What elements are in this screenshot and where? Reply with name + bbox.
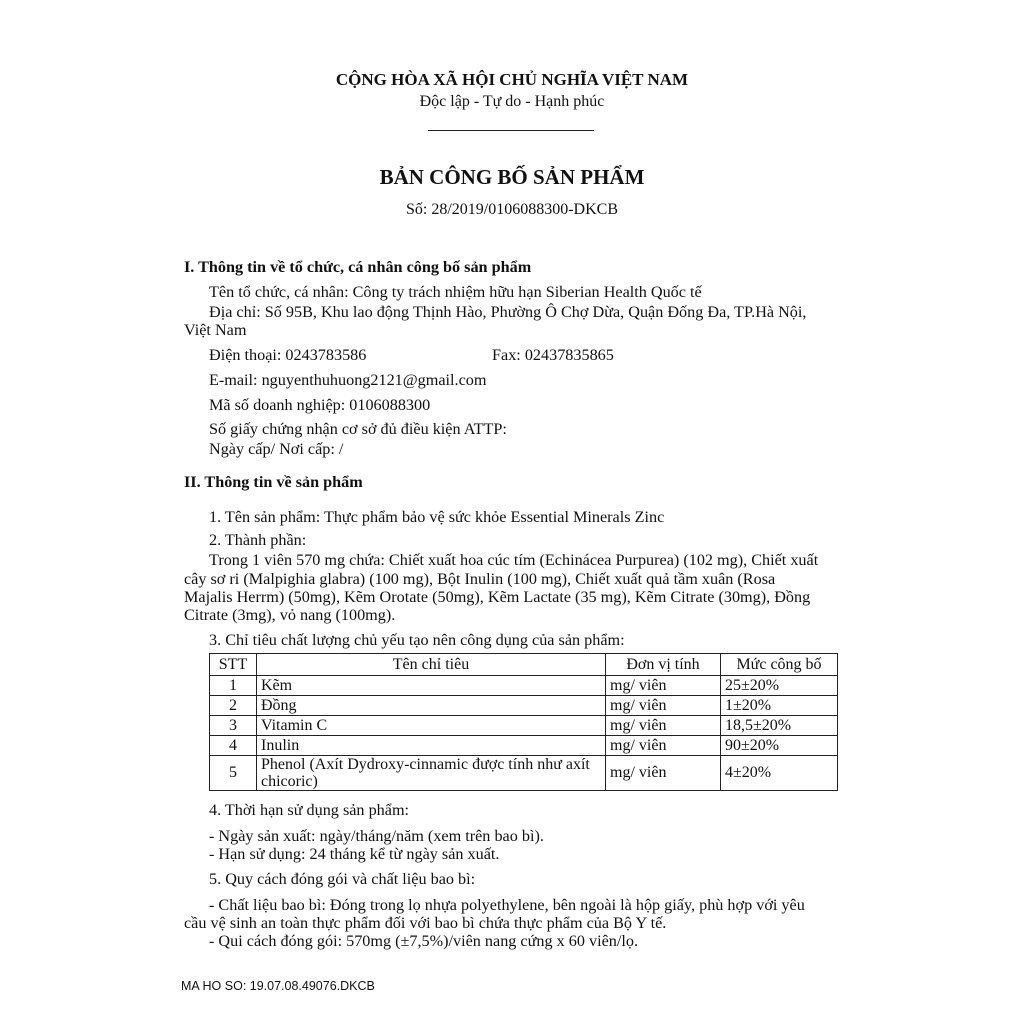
table-row [210, 736, 838, 756]
fax: Fax: 02437835865 [492, 346, 614, 364]
phone: Điện thoại: 0243783586 [209, 346, 367, 364]
row-unit: mg/ viên [606, 736, 721, 756]
row-unit: mg/ viên [606, 676, 721, 696]
email: E-mail: nguyenthuhuong2121@gmail.com [209, 371, 487, 389]
national-header: CỘNG HÒA XÃ HỘI CHỦ NGHĨA VIỆT NAM [335, 70, 689, 89]
composition-line: Majalis Herrm) (50mg), Kẽm Orotate (50mg), Kẽm Lactate (35 mg), Kẽm Citrate (30mg), Đồng [184, 588, 811, 606]
expiry: - Hạn sử dụng: 24 tháng kể từ ngày sản xuất. [209, 845, 500, 863]
address-line1: Địa chỉ: Số 95B, Khu lao động Thịnh Hào, Phường Ô Chợ Dừa, Quận Đống Đa, TP.Hà Nội, [209, 303, 807, 321]
row-stt: 4 [210, 736, 257, 756]
row-name: Đồng [257, 696, 606, 716]
header-divider [428, 130, 594, 131]
row-name: Inulin [257, 736, 606, 756]
composition-line: cây sơ ri (Malpighia glabra) (100 mg), Bột Inulin (100 mg), Chiết xuất quả tầm xuân (Rosa [184, 570, 776, 588]
composition-label: 2. Thành phần: [209, 531, 307, 549]
issue-info: Ngày cấp/ Nơi cấp: / [209, 440, 344, 458]
row-unit: mg/ viên [606, 716, 721, 736]
packaging-material-cont: cầu vệ sinh an toàn thực phẩm đối với bao bì chứa thực phẩm của Bộ Y tế. [184, 914, 667, 932]
row-stt: 1 [210, 676, 257, 696]
row-name: Kẽm [257, 676, 606, 696]
col-stt: STT [210, 654, 257, 676]
composition-line: Citrate (3mg), vỏ nang (100mg). [184, 606, 396, 624]
col-name: Tên chỉ tiêu [257, 654, 606, 676]
composition-line: Trong 1 viên 570 mg chứa: Chiết xuất hoa cúc tím (Echinácea Purpurea) (102 mg), Chiết xuất [209, 551, 819, 569]
national-motto: Độc lập - Tự do - Hạnh phúc [419, 93, 605, 110]
row-stt: 5 [210, 756, 257, 791]
certificate: Số giấy chứng nhận cơ sở đủ điều kiện ATTP: [209, 420, 507, 438]
row-unit: mg/ viên [606, 756, 721, 791]
row-name: Phenol (Axít Dydroxy-cinnamic được tính như axít chicoric) [257, 756, 606, 791]
document-number: Số: 28/2019/0106088300-DKCB [405, 201, 618, 218]
table-row [210, 676, 838, 696]
shelf-life-label: 4. Thời hạn sử dụng sản phẩm: [209, 801, 410, 819]
packaging-spec: - Qui cách đóng gói: 570mg (±7,5%)/viên nang cứng x 60 viên/lọ. [209, 932, 639, 950]
row-name: Vitamin C [257, 716, 606, 736]
section2-heading: II. Thông tin về sản phẩm [184, 473, 363, 491]
row-value: 4±20% [721, 756, 838, 791]
col-value: Mức công bố [721, 654, 838, 676]
packaging-label: 5. Quy cách đóng gói và chất liệu bao bì: [209, 870, 476, 888]
table-row [210, 696, 838, 716]
row-stt: 2 [210, 696, 257, 716]
packaging-material: - Chất liệu bao bì: Đóng trong lọ nhựa polyethylene, bên ngoài là hộp giấy, phù hợp với yêu [209, 896, 805, 914]
row-value: 90±20% [721, 736, 838, 756]
quality-table [209, 653, 838, 791]
section1-heading: I. Thông tin về tổ chức, cá nhân công bố sản phẩm [184, 258, 532, 276]
product-name: 1. Tên sản phẩm: Thực phẩm bảo vệ sức khỏe Essential Minerals Zinc [209, 508, 665, 526]
table-row [210, 756, 838, 791]
col-unit: Đơn vị tính [606, 654, 721, 676]
address-line2: Việt Nam [184, 321, 247, 339]
row-stt: 3 [210, 716, 257, 736]
tax-code: Mã số doanh nghiệp: 0106088300 [209, 396, 431, 414]
row-value: 18,5±20% [721, 716, 838, 736]
table-row [210, 716, 838, 736]
document-title: BẢN CÔNG BỐ SẢN PHẨM [379, 165, 645, 189]
mfg-date: - Ngày sản xuất: ngày/tháng/năm (xem trên bao bì). [209, 827, 544, 845]
org-name: Tên tổ chức, cá nhân: Công ty trách nhiệm hữu hạn Siberian Health Quốc tế [209, 283, 702, 301]
row-value: 25±20% [721, 676, 838, 696]
table-header-row [210, 654, 838, 676]
quality-label: 3. Chỉ tiêu chất lượng chủ yếu tạo nên công dụng của sản phẩm: [209, 631, 625, 649]
record-number: MA HO SO: 19.07.08.49076.DKCB [181, 979, 375, 993]
row-unit: mg/ viên [606, 696, 721, 716]
row-value: 1±20% [721, 696, 838, 716]
